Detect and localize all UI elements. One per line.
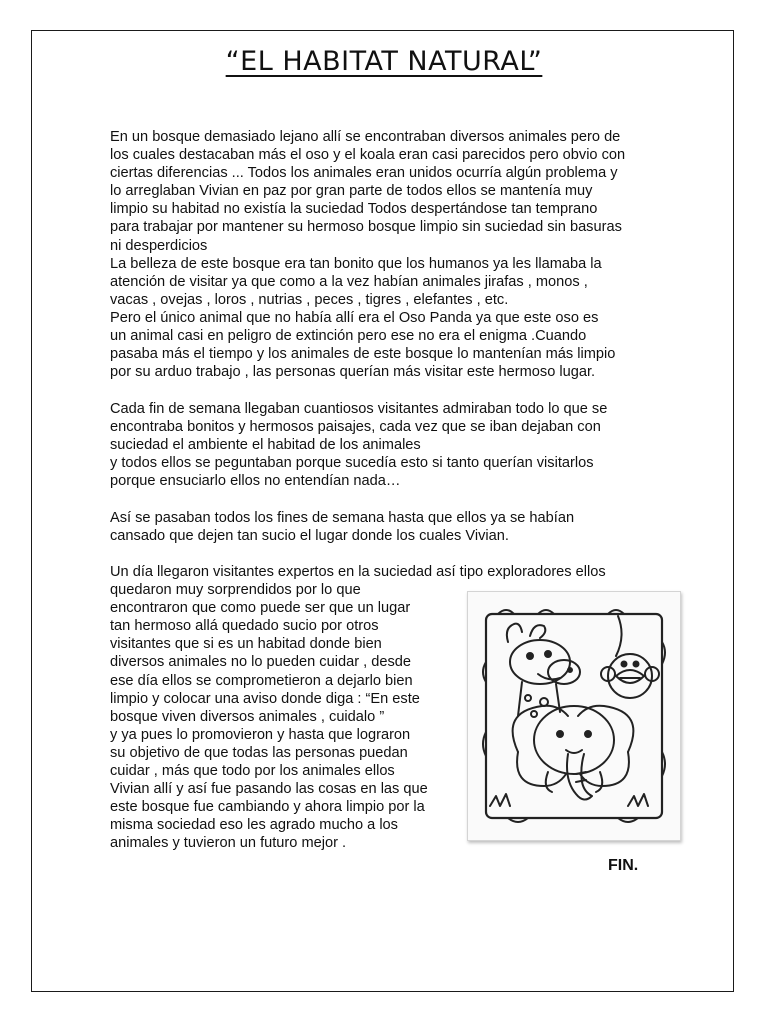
text-line: ese día ellos se comprometieron a dejarlo bien — [110, 672, 413, 689]
text-line: animales y tuvieron un futuro mejor . — [110, 835, 347, 852]
text-line: Así se pasaban todos los fines de semana hasta que ellos ya se habían — [110, 510, 575, 526]
text-line: La belleza de este bosque era tan bonito que los humanos ya les llamaba la — [110, 255, 602, 272]
paragraph-2 — [110, 400, 607, 490]
text-line: y todos ellos se peguntaban porque sucedía esto si tanto querían visitarlos — [110, 455, 594, 472]
text-line: cuidar , más que todo por los animales ellos — [110, 763, 395, 780]
text-line: para trabajar por mantener su hermoso bosque limpio sin suciedad sin basuras — [110, 219, 622, 236]
animals-drawing — [478, 602, 670, 830]
text-line: Cada fin de semana llegaban cuantiosos visitantes admiraban todo lo que se — [110, 401, 608, 417]
text-line: bosque viven diversos animales , cuidalo ” — [110, 708, 385, 725]
text-line: este bosque fue cambiando y ahora limpio por la — [110, 799, 425, 816]
text-line: encontraron que como puede ser que un lugar — [110, 600, 411, 617]
text-line: Vivian allí y así fue pasando las cosas en las que — [110, 781, 428, 798]
text-line: cansado que dejen tan sucio el lugar donde los cuales Vivian. — [110, 528, 509, 545]
text-line: vacas , ovejas , loros , nutrias , peces , tigres , elefantes , etc. — [110, 291, 509, 308]
text-line: los cuales destacaban más el oso y el koala eran casi parecidos pero obvio con — [110, 147, 626, 164]
text-line: visitantes que si es un habitad donde bien — [110, 636, 382, 653]
text-line: ni desperdicios — [110, 237, 208, 254]
end-marker: FIN. — [608, 857, 639, 874]
text-line: quedaron muy sorprendidos por lo que — [110, 582, 361, 599]
animals-coloring-illustration — [467, 591, 681, 841]
text-line: En un bosque demasiado lejano allí se encontraban diversos animales pero de — [110, 129, 621, 145]
text-line: por su arduo trabajo , las personas querían más visitar este hermoso lugar. — [110, 364, 596, 381]
text-line: misma sociedad eso les agrado mucho a los — [110, 817, 398, 834]
text-line: suciedad el ambiente el habitad de los animales — [110, 437, 421, 454]
text-line: lo arreglaban Vivian en paz por gran parte de todos ellos se mantenía muy — [110, 183, 593, 200]
text-line: Pero el único animal que no había allí era el Oso Panda ya que este oso es — [110, 309, 599, 326]
paragraph-3 — [110, 509, 574, 545]
text-line: diversos animales no lo pueden cuidar , desde — [110, 654, 411, 671]
text-line: tan hermoso allá quedado sucio por otros — [110, 618, 379, 635]
title-text: “EL HABITAT NATURAL” — [225, 46, 543, 77]
text-line: su objetivo de que todas las personas puedan — [110, 744, 408, 761]
text-line: limpio su habitad no existía la suciedad Todos despertándose tan temprano — [110, 201, 598, 218]
text-line: atención de visitar ya que como a la vez habían animales jirafas , monos , — [110, 273, 588, 290]
text-line: Un día llegaron visitantes expertos en la suciedad así tipo exploradores ellos — [110, 564, 606, 580]
text-line: pasaba más el tiempo y los animales de este bosque lo mantenían más limpio — [110, 346, 616, 363]
document-title — [0, 46, 768, 77]
text-line: ciertas diferencias ... Todos los animales eran unidos ocurría algún problema y — [110, 165, 618, 182]
text-line: un animal casi en peligro de extinción pero ese no era el enigma .Cuando — [110, 328, 587, 345]
paragraph-1 — [110, 128, 625, 381]
text-line: y ya pues lo promovieron y hasta que lograron — [110, 726, 411, 743]
text-line: limpio y colocar una aviso donde diga : “En este — [110, 690, 420, 707]
text-line: porque ensuciarlo ellos no entendían nada… — [110, 473, 401, 490]
text-line: encontraba bonitos y hermosos paisajes, cada vez que se iban dejaban con — [110, 419, 601, 436]
